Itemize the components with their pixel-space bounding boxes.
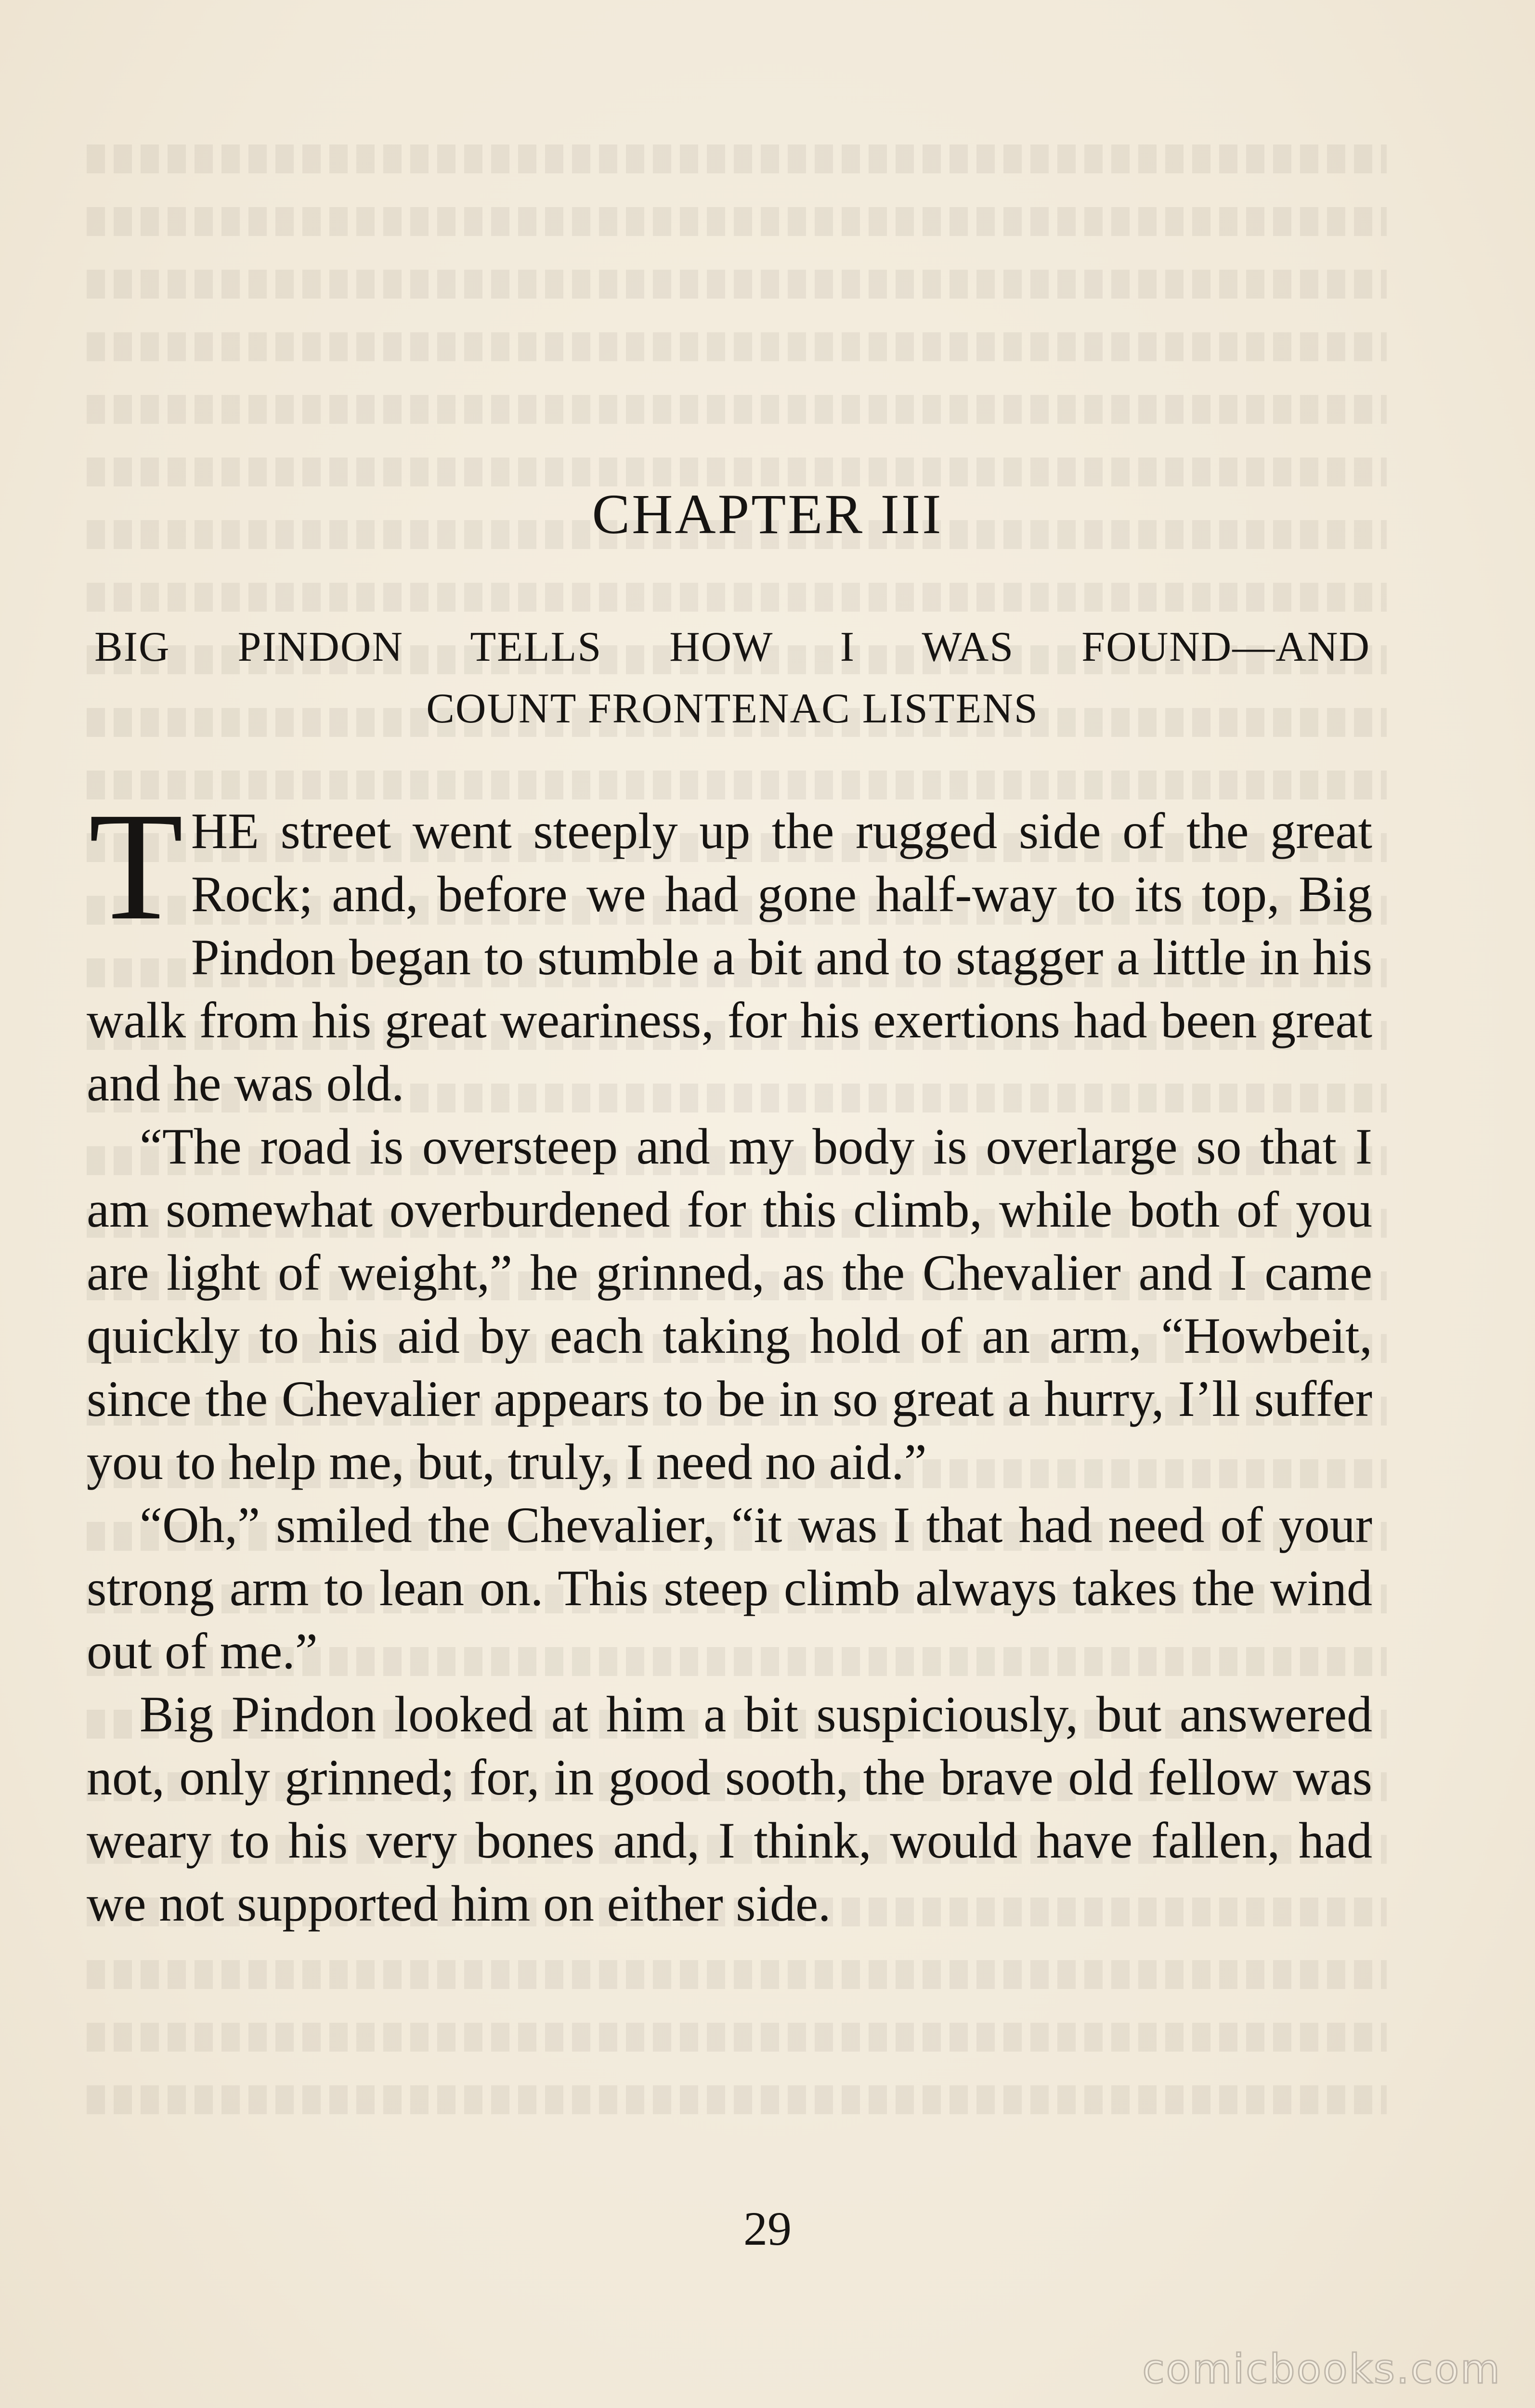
chapter-subtitle-line-2: COUNT FRONTENAC LISTENS <box>426 685 1039 732</box>
drop-cap: T <box>89 780 183 952</box>
paragraph-1 <box>87 780 1372 1115</box>
chapter-subtitle-line-1: BIG PINDON TELLS HOW I WAS FOUND—AND <box>94 624 1370 670</box>
paragraph-2: “The road is oversteep and my body is overlarge so that I am somewhat overburdened for this climb, while both of you are light of weight,” he grinned, as the Chevalier and I came quickly to his aid by each taking hold of an arm, “Howbeit, since the Chevalier appears to be in so great a hurry, I’ll suffer you to help me, but, truly, I need no aid.” <box>87 1118 1372 1490</box>
paragraph-1-text: HE street went steeply up the rugged side of the great Rock; and, before we had gone half-way to its top, Big Pindon began to stumble a bit and to stagger a little in his walk from his great weariness, for his exertions had been great and he was old. <box>87 803 1372 1112</box>
page-number: 29 <box>743 2202 792 2255</box>
chapter-title: CHAPTER III <box>592 483 943 546</box>
watermark-logo: comicbooks.com <box>1142 2345 1501 2393</box>
paragraph-4: Big Pindon looked at him a bit suspiciously, but answered not, only grinned; for, in good sooth, the brave old fellow was weary to his very bones and, I think, would have fallen, had we not supported him on either side. <box>87 1686 1372 1932</box>
paragraph-3: “Oh,” smiled the Chevalier, “it was I that had need of your strong arm to lean on. This steep climb always takes the wind out of me.” <box>87 1497 1372 1679</box>
chapter-body <box>87 780 1372 1935</box>
chapter-subtitle <box>94 616 1370 740</box>
